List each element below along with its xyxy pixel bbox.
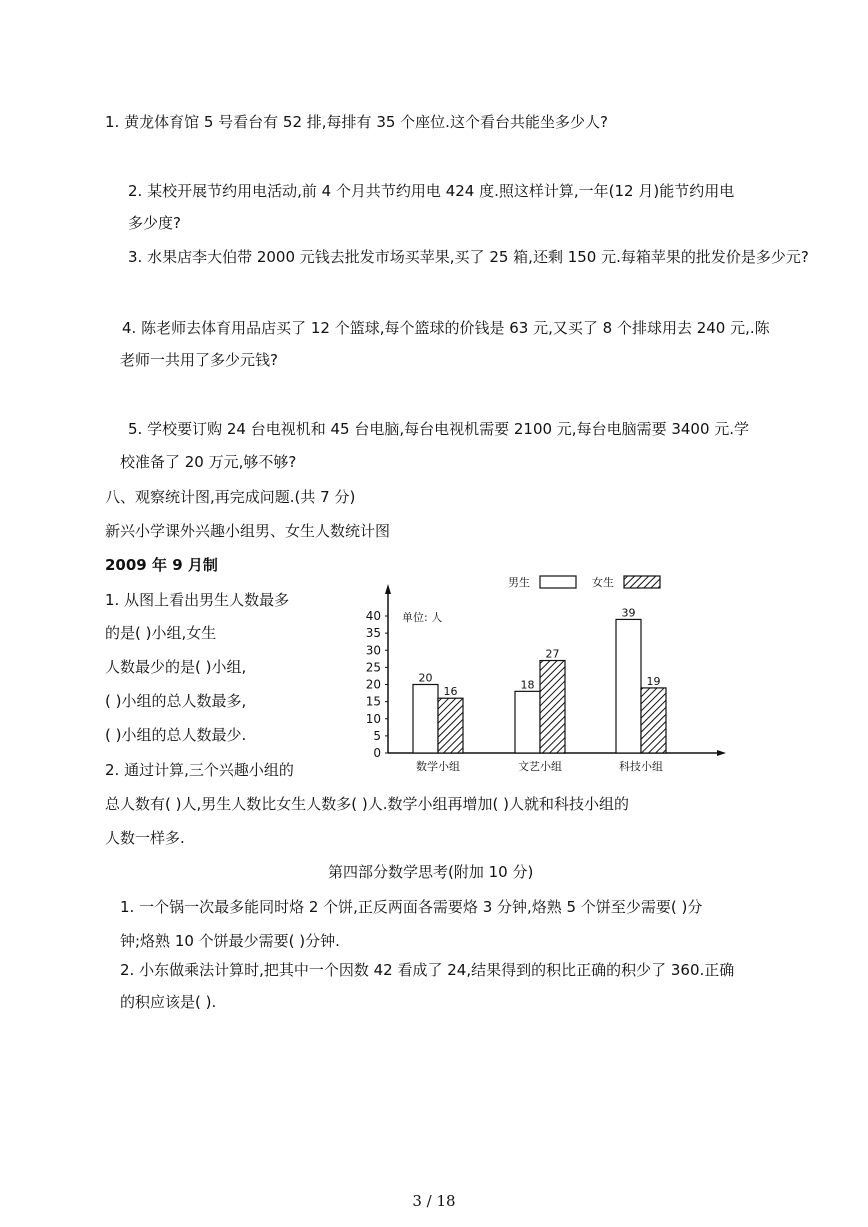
part4-line: 钟;烙熟 10 个饼最少需要( )分钟. — [120, 932, 340, 950]
page-number: 3 / 18 — [412, 1192, 456, 1210]
part4-line: 的积应该是( ). — [120, 993, 217, 1011]
y-tick-label: 25 — [365, 660, 381, 675]
x-tick-label: 数学小组 — [416, 760, 460, 773]
problem-4-cont: 老师一共用了多少元钱? — [120, 351, 278, 369]
unit-label: 单位: 人 — [402, 611, 443, 624]
bar-boys — [616, 619, 641, 753]
problem-2: 2. 某校开展节约用电活动,前 4 个月共节约用电 424 度.照这样计算,一年(12 月)能节约用电 — [128, 182, 735, 200]
bar-girls — [641, 688, 666, 753]
bar-boys — [413, 685, 438, 754]
data-label: 16 — [443, 685, 458, 699]
problem-5-cont: 校准备了 20 万元,够不够? — [120, 453, 297, 471]
x-tick-label: 科技小组 — [619, 760, 663, 773]
question-line: 1. 从图上看出男生人数最多 — [105, 591, 290, 609]
data-label: 18 — [520, 678, 535, 692]
legend-label: 男生 — [508, 576, 530, 589]
chart-bars — [413, 606, 666, 773]
data-label: 39 — [621, 606, 636, 620]
y-axis-arrow — [385, 584, 391, 594]
problem-4: 4. 陈老师去体育用品店买了 12 个篮球,每个篮球的价钱是 63 元,又买了 8 个排球用去 240 元,.陈 — [122, 319, 770, 337]
bar-girls — [438, 698, 463, 753]
x-tick-label: 文艺小组 — [518, 760, 562, 773]
y-tick-label: 10 — [365, 711, 381, 726]
problem-1: 1. 黄龙体育馆 5 号看台有 52 排,每排有 35 个座位.这个看台共能坐多少人? — [105, 113, 608, 131]
y-tick-label: 20 — [365, 677, 381, 692]
bar-chart — [348, 572, 728, 778]
data-label: 19 — [646, 674, 661, 688]
data-label: 20 — [418, 671, 433, 685]
question-line: 2. 通过计算,三个兴趣小组的 — [105, 761, 294, 779]
part4-line: 1. 一个锅一次最多能同时烙 2 个饼,正反两面各需要烙 3 分钟,烙熟 5 个饼至少需要( )分 — [120, 898, 703, 916]
y-tick-label: 35 — [365, 626, 381, 641]
question-line: ( )小组的总人数最少. — [105, 726, 247, 744]
y-tick-label: 30 — [365, 643, 381, 658]
question-line: 的是( )小组,女生 — [105, 624, 217, 642]
y-tick-label: 40 — [365, 609, 381, 623]
x-axis-arrow — [717, 750, 726, 756]
question-line: 总人数有( )人,男生人数比女生人数多( )人.数学小组再增加( )人就和科技小组的 — [105, 795, 629, 813]
y-tick-label: 5 — [373, 728, 381, 743]
question-line: 人数一样多. — [105, 829, 185, 847]
bar-boys — [515, 691, 540, 753]
problem-3: 3. 水果店李大伯带 2000 元钱去批发市场买苹果,买了 25 箱,还剩 150 元.每箱苹果的批发价是多少元? — [128, 248, 809, 266]
chart-legend — [508, 575, 660, 589]
y-tick-label: 15 — [365, 694, 381, 709]
problem-5: 5. 学校要订购 24 台电视机和 45 台电脑,每台电视机需要 2100 元,每台电脑需要 3400 元.学 — [128, 420, 750, 438]
question-line: ( )小组的总人数最多, — [105, 692, 247, 710]
problem-2-cont: 多少度? — [128, 214, 181, 232]
y-tick-label: 0 — [373, 746, 381, 760]
chart-caption: 新兴小学课外兴趣小组男、女生人数统计图 — [105, 522, 391, 540]
part4-heading: 第四部分数学思考(附加 10 分) — [328, 863, 534, 881]
chart-date: 2009 年 9 月制 — [105, 556, 218, 574]
bar-girls — [540, 661, 565, 753]
legend-swatch — [540, 576, 576, 588]
legend-label: 女生 — [592, 576, 614, 589]
legend-swatch — [624, 576, 660, 588]
section-heading: 八、观察统计图,再完成问题.(共 7 分) — [105, 488, 356, 506]
part4-line: 2. 小东做乘法计算时,把其中一个因数 42 看成了 24,结果得到的积比正确的积少了 360.正确 — [120, 961, 735, 979]
question-line: 人数最少的是( )小组, — [105, 658, 247, 676]
data-label: 27 — [545, 647, 560, 661]
